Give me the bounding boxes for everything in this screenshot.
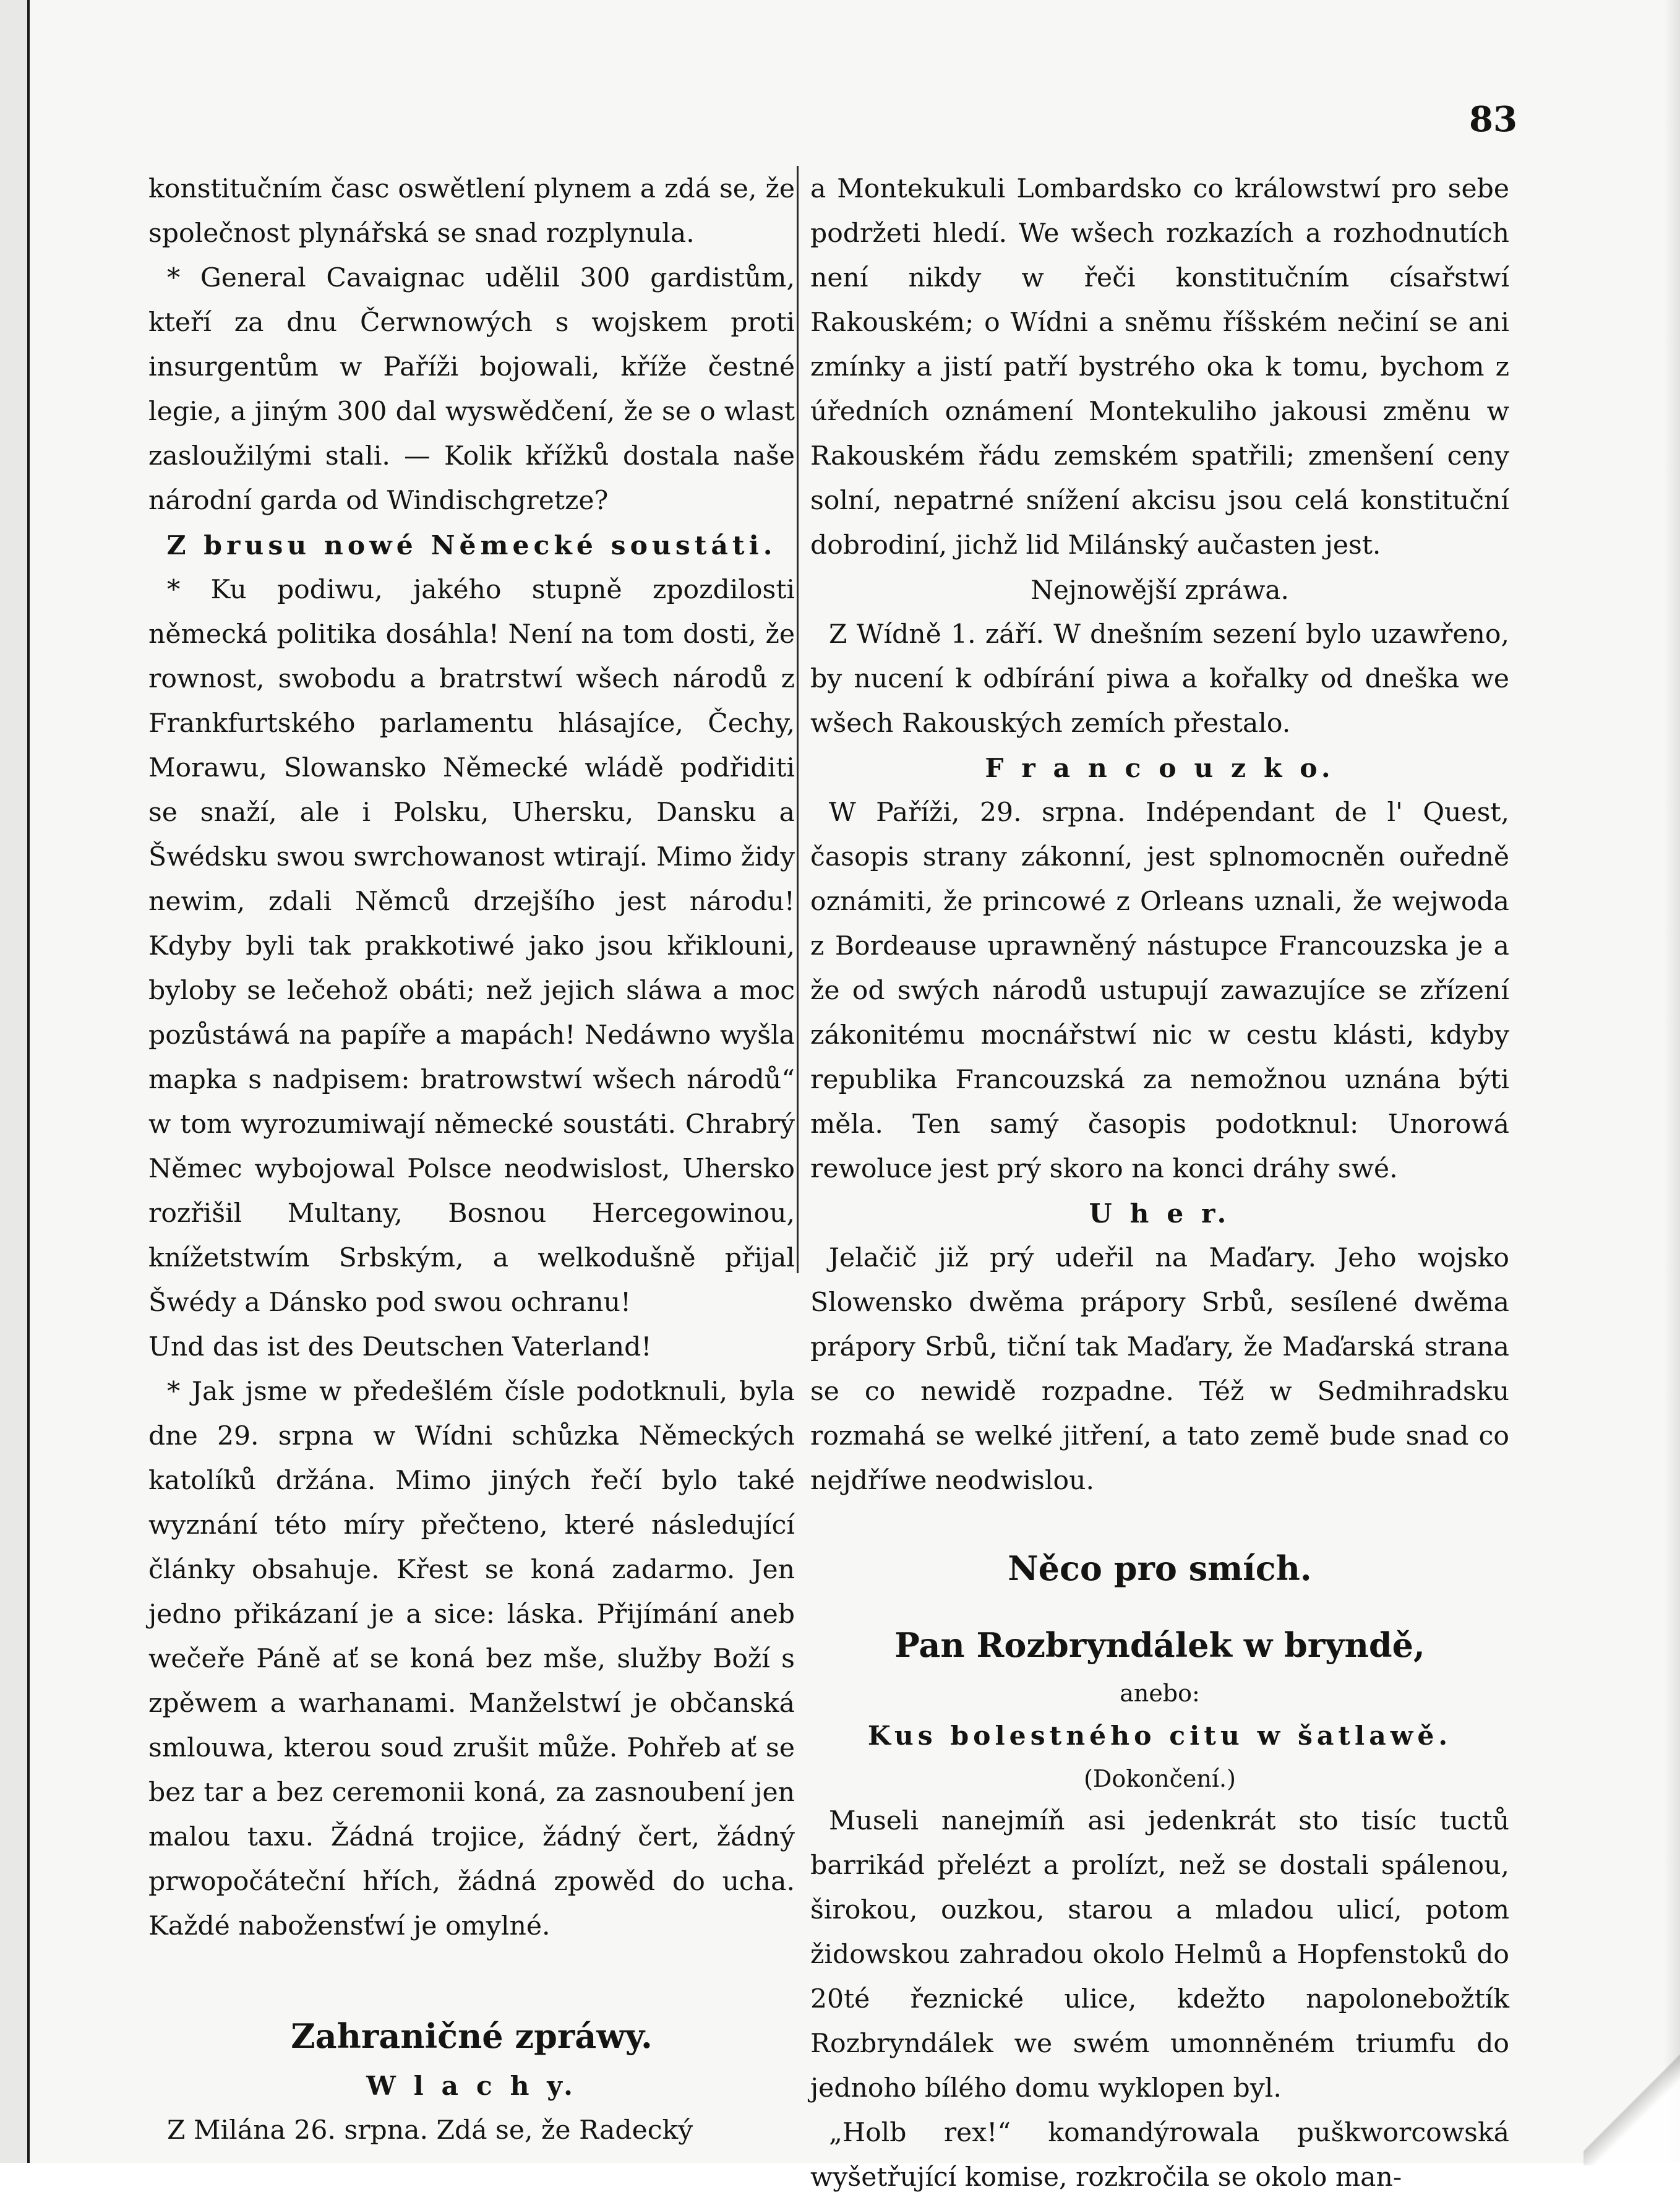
feuilleton-heading: Něco pro smích. xyxy=(1008,1549,1312,1588)
left-column xyxy=(148,167,795,2153)
article-paragraph: „Holb rex!“ komandýrowala puškworcowská wyšetřující komise, rozkročila se okolo man- xyxy=(810,2118,1509,2193)
article-paragraph: Z Wídně 1. září. W dnešním sezení bylo uzawřeno, by nucení k odbírání piwa a kořalky od dneška we wšech Rakouských zemích přestalo. xyxy=(810,619,1509,739)
article-paragraph: Jelačič již prý udeřil na Maďary. Jeho wojsko Slowensko dwěma prápory Srbů, sesílené dwěma prápory Srbů, tiční tak Maďary, že Maďarská strana se co newidě rozpadne. Též w Sedmihradsku rozmahá se welké jitření, a tato země bude snad co nejdříwe neodwislou. xyxy=(810,1243,1509,1496)
section-heading: U h e r. xyxy=(1089,1198,1231,1229)
section-heading: Zahraničné zpráwy. xyxy=(291,2016,653,2056)
section-heading: Z brusu nowé Německé soustáti. xyxy=(166,530,777,561)
scan-gutter xyxy=(0,0,27,2163)
article-paragraph: a Montekukuli Lombardsko co králowstwí pro sebe podržeti hledí. We wšech rozkazích a rozhodnutích není nikdy w řeči konstitučním císařstwí Rakouském; o Wídni a sněmu říšském nečiní se ani zmínky a jistí patří bystrého oka k tomu, bychom z úředních oznámení Montekuliho jakousi změnu w Rakouském řádu zemském spatřili; zmenšení ceny solní, nepatrné snížení akcisu jsou celá konstituční dobrodiní, jichž lid Milánský aučasten jest. xyxy=(810,174,1509,561)
quote-line: Und das ist des Deutschen Vaterland! xyxy=(148,1332,652,1362)
section-heading: F r a n c o u z k o. xyxy=(985,753,1335,784)
column-divider xyxy=(797,166,799,1273)
feuilleton-subtitle: Kus bolestného citu w šatlawě. xyxy=(867,1721,1452,1751)
article-paragraph: W Paříži, 29. srpna. Indépendant de l' Quest, časopis strany zákonní, jest splnomocněn ouředně oznámiti, že princowé z Orleans uznali, že wejwoda z Bordeause uprawněný nástupce Francouzska je a že od swých národů ustupují zawazujíce se zřízení zákonitému mocnářstwí nic w cestu klásti, kdyby republika Francouzská za nemožnou uznána býti měla. Ten samý časopis podotknul: Unorowá rewoluce jest prý skoro na konci dráhy swé. xyxy=(810,797,1509,1184)
article-paragraph: * Ku podiwu, jakého stupně zpozdilosti německá politika dosáhla! Není na tom dosti, že rownost, swobodu a bratrstwí wšech národů z Frankfurtského parlamentu hlásajíce, Čechy, Morawu, Slowansko Německé wládě podřiditi se snaží, ale i Polsku, Uhersku, Dansku a Šwédsku swou swrchowanost wtirají. Mimo židy newim, zdali Němců drzejšího jest národu! Kdyby byli tak prakkotiwé jako jsou křiklouni, byloby se lečehož obáti; než jejich sláwa a moc pozůstáwá na papíře a mapách! Nedáwno wyšla mapka s nadpisem: bratrowstwí wšech národů“ w tom wyrozumiwají německé soustáti. Chrabrý Němec wybojowal Polsce neodwislost, Uhersko rozřišil Multany, Bosnou Hercegowinou, knížetstwím Srbským, a welkodušně přijal Šwédy a Dánsko pod swou ochranu! xyxy=(148,575,795,1318)
page-corner-fold xyxy=(1584,2035,1680,2165)
subsection-heading: W l a c h y. xyxy=(366,2071,577,2102)
right-column xyxy=(810,167,1509,2200)
continuation-note: (Dokončení.) xyxy=(1084,1765,1236,1792)
feuilleton-title: Pan Rozbryndálek w bryndě, xyxy=(894,1625,1425,1665)
page-number: 83 xyxy=(1469,99,1517,140)
title-connector: anebo: xyxy=(1120,1680,1200,1707)
page-edge xyxy=(1664,0,1680,2163)
article-paragraph: Z Milána 26. srpna. Zdá se, že Radecký xyxy=(167,2115,693,2146)
article-paragraph: * Jak jsme w předešlém čísle podotknuli, byla dne 29. srpna w Wídni schůzka Německých katolíků držána. Mimo jiných řečí bylo také wyznání této míry přečteno, které následující články obsahuje. Křest se koná zadarmo. Jen jedno přikázaní je a sice: láska. Přijímání aneb wečeře Páně ať se koná bez mše, služby Boží s zpěwem a warhanami. Manželstwí je občanská smlouwa, kterou soud zrušit může. Pohřeb ať se bez tar a bez ceremonii koná, za zasnoubení jen malou taxu. Žádná trojice, žádný čert, žádný prwopočáteční hřích, žádná zpowěd do ucha. Každé nabožensťwí je omylné. xyxy=(148,1377,795,1941)
section-heading: Nejnowější zpráwa. xyxy=(1031,575,1289,605)
article-paragraph: konstitučním časc oswětlení plynem a zdá se, že společnost plynářská se snad rozplynula. xyxy=(148,174,795,249)
article-paragraph: Museli nanejmíň asi jedenkrát sto tisíc tuctů barrikád přelézt a prolízt, než se dostali spálenou, širokou, ouzkou, starou a mladou ulicí, potom židowskou zahradou okolo Helmů a Hopfenstoků do 20té řeznické ulice, kdežto napolonebožtík Rozbryndálek we swém umonněném triumfu do jednoho bílého domu wyklopen byl. xyxy=(810,1806,1509,2103)
article-paragraph: * General Cavaignac udělil 300 gardistům, kteří za dnu Čerwnowých s wojskem proti insurgentům w Paříži bojowali, kříže čestné legie, a jiným 300 dal wyswědčení, že se o wlast zasloužilými stali. — Kolik křížků dostala naše národní garda od Windischgretze? xyxy=(148,263,795,516)
